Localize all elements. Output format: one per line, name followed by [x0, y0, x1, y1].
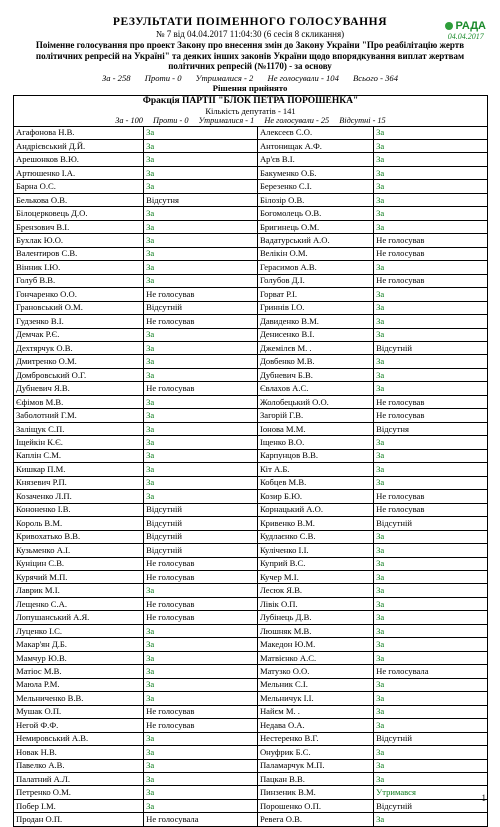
- deputy-vote: За: [144, 355, 258, 368]
- deputy-vote: За: [144, 220, 258, 233]
- deputy-vote: За: [144, 732, 258, 745]
- deputy-name: Каплін С.М.: [14, 449, 144, 462]
- deputy-name: Ревега О.В.: [257, 813, 373, 826]
- deputy-name: Паламарчук М.П.: [257, 759, 373, 772]
- deputy-vote: За: [374, 220, 488, 233]
- table-row: [14, 395, 488, 408]
- deputy-vote: За: [374, 678, 488, 691]
- deputy-vote: За: [374, 759, 488, 772]
- deputy-vote: Відсутній: [144, 544, 258, 557]
- deputy-name: Козир Б.Ю.: [257, 490, 373, 503]
- table-row: [14, 638, 488, 651]
- table-row: [14, 786, 488, 799]
- table-row: [14, 463, 488, 476]
- deputy-name: Денисенко В.І.: [257, 328, 373, 341]
- deputy-name: Макар'ян Д.Б.: [14, 638, 144, 651]
- deputy-name: Домбровський О.Г.: [14, 368, 144, 381]
- deputy-name: Демчак Р.Є.: [14, 328, 144, 341]
- deputy-vote: Відсутній: [144, 503, 258, 516]
- table-row: [14, 422, 488, 435]
- deputy-name: Матіос М.В.: [14, 665, 144, 678]
- table-row: [14, 773, 488, 786]
- deputy-vote: За: [144, 799, 258, 812]
- deputy-vote: За: [374, 126, 488, 139]
- deputy-vote: За: [374, 544, 488, 557]
- deputy-name: Лопушанський А.Я.: [14, 611, 144, 624]
- deputy-vote: За: [374, 719, 488, 732]
- deputy-name: Барна О.С.: [14, 180, 144, 193]
- deputy-name: Гудзенко В.І.: [14, 315, 144, 328]
- deputy-name: Артюшенко І.А.: [14, 166, 144, 179]
- logo-date: 04.04.2017: [447, 32, 484, 41]
- deputy-vote: За: [374, 624, 488, 637]
- table-row: [14, 166, 488, 179]
- table-row: [14, 207, 488, 220]
- faction-for: За - 100: [115, 115, 143, 125]
- deputy-name: Павелко А.В.: [14, 759, 144, 772]
- deputy-vote: За: [374, 476, 488, 489]
- deputy-name: Луценко І.С.: [14, 624, 144, 637]
- deputy-name: Недава О.А.: [257, 719, 373, 732]
- table-row: [14, 746, 488, 759]
- deputy-name: Кудлаєнко С.В.: [257, 530, 373, 543]
- deputy-vote: За: [374, 153, 488, 166]
- deputy-name: Кривохатько В.В.: [14, 530, 144, 543]
- deputy-name: Порошенко О.П.: [257, 799, 373, 812]
- deputy-name: Онуфрик Б.С.: [257, 746, 373, 759]
- table-row: [14, 355, 488, 368]
- deputy-name: Дехтярчук О.В.: [14, 342, 144, 355]
- deputy-name: Давиденко В.М.: [257, 315, 373, 328]
- deputy-name: Вінник І.Ю.: [14, 261, 144, 274]
- deputy-vote: За: [144, 261, 258, 274]
- deputy-name: Алексеєв С.О.: [257, 126, 373, 139]
- deputy-vote: Не голосував: [144, 705, 258, 718]
- deputy-name: Петренко О.М.: [14, 786, 144, 799]
- vote-description: Поіменне голосування про проект Закону про внесення змін до Закону України "Про реабілітацію жертв політичних репресій на Україні" та деяких інших законів України щодо впорядкування виплат жертвам політичних репресій (№1170) - за основу: [35, 40, 465, 71]
- deputy-name: Продан О.П.: [14, 813, 144, 826]
- deputy-name: Бухлак Ю.О.: [14, 234, 144, 247]
- deputy-vote: За: [144, 786, 258, 799]
- deputy-vote: За: [144, 409, 258, 422]
- deputy-vote: За: [374, 139, 488, 152]
- deputy-name: Дубневич Я.В.: [14, 382, 144, 395]
- deputy-name: Заліщук С.П.: [14, 422, 144, 435]
- rada-logo-mark: [445, 20, 486, 32]
- deputy-vote: За: [374, 692, 488, 705]
- deputy-vote: За: [144, 746, 258, 759]
- table-row: [14, 261, 488, 274]
- table-row: [14, 342, 488, 355]
- deputy-name: Нестеренко В.Г.: [257, 732, 373, 745]
- deputy-name: Брензович В.І.: [14, 220, 144, 233]
- deputy-vote: Не голосував: [144, 611, 258, 624]
- table-row: [14, 624, 488, 637]
- table-row: [14, 274, 488, 287]
- table-row: [14, 193, 488, 206]
- deputy-name: Кононенко І.В.: [14, 503, 144, 516]
- deputy-name: Курячий М.П.: [14, 570, 144, 583]
- deputy-vote: Не голосував: [144, 570, 258, 583]
- deputy-vote: За: [144, 247, 258, 260]
- deputy-vote: За: [144, 166, 258, 179]
- deputy-vote: За: [144, 759, 258, 772]
- deputy-name: Новак Н.В.: [14, 746, 144, 759]
- rada-logo: [445, 20, 486, 41]
- deputy-vote: За: [144, 436, 258, 449]
- deputy-vote: За: [144, 139, 258, 152]
- table-row: [14, 813, 488, 826]
- deputy-name: Бригинець О.М.: [257, 220, 373, 233]
- deputy-name: Дубневич Б.В.: [257, 368, 373, 381]
- table-row: [14, 611, 488, 624]
- deputy-vote: За: [374, 288, 488, 301]
- faction-not-voted: Не голосували - 25: [264, 115, 330, 125]
- deputy-vote: За: [144, 476, 258, 489]
- deputy-vote: За: [374, 436, 488, 449]
- deputy-vote: За: [374, 530, 488, 543]
- deputy-name: Македон Ю.М.: [257, 638, 373, 651]
- deputy-vote: Відсутній: [374, 342, 488, 355]
- deputy-name: Лівік О.П.: [257, 597, 373, 610]
- deputy-vote: За: [144, 773, 258, 786]
- deputy-vote: За: [144, 638, 258, 651]
- deputy-name: Білоцерковець Д.О.: [14, 207, 144, 220]
- faction-count: Кількість депутатів - 141: [205, 105, 296, 116]
- deputy-name: Іщейкін К.Є.: [14, 436, 144, 449]
- deputy-vote: Відсутній: [144, 301, 258, 314]
- table-row: [14, 368, 488, 381]
- table-row: [14, 651, 488, 664]
- faction-against: Проти - 0: [153, 115, 189, 125]
- table-row: [14, 153, 488, 166]
- deputy-name: Богомолець О.В.: [257, 207, 373, 220]
- deputy-name: Голуб В.В.: [14, 274, 144, 287]
- deputy-vote: За: [144, 692, 258, 705]
- table-row: [14, 220, 488, 233]
- faction-stats: [14, 116, 487, 126]
- deputy-vote: За: [374, 463, 488, 476]
- deputy-vote: За: [374, 382, 488, 395]
- table-row: [14, 126, 488, 139]
- page-number: 1: [481, 793, 486, 803]
- deputy-vote: За: [144, 584, 258, 597]
- deputy-vote: За: [144, 207, 258, 220]
- table-row: [14, 692, 488, 705]
- deputy-vote: За: [144, 665, 258, 678]
- deputy-vote: За: [144, 463, 258, 476]
- deputy-vote: Відсутня: [374, 422, 488, 435]
- table-row: [14, 449, 488, 462]
- deputy-name: Ар'єв В.І.: [257, 153, 373, 166]
- deputy-name: Арешонков В.Ю.: [14, 153, 144, 166]
- faction-absent: Відсутні - 15: [339, 115, 386, 125]
- deputy-name: Джемілєв М. .: [257, 342, 373, 355]
- deputy-name: Лаврик М.І.: [14, 584, 144, 597]
- deputy-vote: Не голосував: [144, 597, 258, 610]
- table-row: [14, 180, 488, 193]
- vote-totals: [0, 73, 500, 83]
- deputy-name: Лещенко С.А.: [14, 597, 144, 610]
- table-row: [14, 503, 488, 516]
- table-row: [14, 517, 488, 530]
- deputy-name: Грановський О.М.: [14, 301, 144, 314]
- deputy-name: Белькова О.В.: [14, 193, 144, 206]
- deputy-vote: За: [374, 449, 488, 462]
- deputy-name: Побер І.М.: [14, 799, 144, 812]
- deputy-vote: За: [144, 342, 258, 355]
- deputy-vote: За: [374, 611, 488, 624]
- table-row: [14, 530, 488, 543]
- leaf-icon: [445, 22, 453, 30]
- deputy-vote: За: [374, 557, 488, 570]
- total-abstained: Утрималися - 2: [195, 72, 254, 83]
- deputy-name: Куніцин С.В.: [14, 557, 144, 570]
- deputy-vote: Відсутній: [374, 799, 488, 812]
- deputy-vote: Не голосував: [144, 382, 258, 395]
- deputy-vote: За: [144, 126, 258, 139]
- deputy-name: Березенко С.І.: [257, 180, 373, 193]
- table-row: [14, 315, 488, 328]
- deputy-name: Велікін О.М.: [257, 247, 373, 260]
- session-line: № 7 від 04.04.2017 11:04:30 (6 сесія 8 скликання): [155, 29, 345, 39]
- deputy-vote: За: [374, 207, 488, 220]
- deputy-name: Куприй В.С.: [257, 557, 373, 570]
- deputy-name: Мельничук І.І.: [257, 692, 373, 705]
- deputy-name: Євлахов А.С.: [257, 382, 373, 395]
- deputy-vote: За: [144, 678, 258, 691]
- deputy-name: Іщенко В.О.: [257, 436, 373, 449]
- deputy-name: Лубінець Д.В.: [257, 611, 373, 624]
- deputy-name: Бакуменко О.Б.: [257, 166, 373, 179]
- faction-abstained: Утрималися - 1: [198, 115, 255, 125]
- deputy-name: Валентиров С.В.: [14, 247, 144, 260]
- deputy-name: Кобцев М.В.: [257, 476, 373, 489]
- deputy-vote: За: [374, 746, 488, 759]
- deputy-vote: За: [374, 570, 488, 583]
- deputy-vote: За: [374, 355, 488, 368]
- deputy-vote: Відсутня: [144, 193, 258, 206]
- table-row: [14, 584, 488, 597]
- table-row: [14, 799, 488, 812]
- deputy-name: Корнацький А.О.: [257, 503, 373, 516]
- deputy-vote: За: [374, 193, 488, 206]
- table-row: [14, 490, 488, 503]
- deputy-name: Гриннів І.О.: [257, 301, 373, 314]
- deputy-name: Матвієнко А.С.: [257, 651, 373, 664]
- deputy-vote: За: [144, 328, 258, 341]
- deputy-vote: Відсутній: [374, 517, 488, 530]
- deputy-vote: За: [374, 651, 488, 664]
- table-row: [14, 301, 488, 314]
- deputy-name: Мельниченко В.В.: [14, 692, 144, 705]
- deputy-name: Вадатурський А.О.: [257, 234, 373, 247]
- deputy-vote: За: [374, 261, 488, 274]
- table-row: [14, 705, 488, 718]
- deputy-vote: Не голосував: [374, 234, 488, 247]
- table-row: [14, 476, 488, 489]
- table-row: [14, 570, 488, 583]
- deputy-name: Люшняк М.В.: [257, 624, 373, 637]
- table-row: [14, 382, 488, 395]
- deputy-name: Негой Ф.Ф.: [14, 719, 144, 732]
- table-row: [14, 719, 488, 732]
- deputy-name: Пацкан В.В.: [257, 773, 373, 786]
- deputy-name: Мушак О.П.: [14, 705, 144, 718]
- deputy-name: Куліченко І.І.: [257, 544, 373, 557]
- deputy-vote: За: [374, 301, 488, 314]
- deputy-name: Горват Р.І.: [257, 288, 373, 301]
- deputy-name: Жолобецький О.О.: [257, 395, 373, 408]
- votes-table: [13, 126, 488, 827]
- table-row: [14, 557, 488, 570]
- deputy-vote: За: [374, 166, 488, 179]
- deputy-vote: Не голосувала: [144, 813, 258, 826]
- deputy-vote: За: [144, 234, 258, 247]
- deputy-name: Герасимов А.В.: [257, 261, 373, 274]
- deputy-vote: За: [144, 490, 258, 503]
- deputy-vote: Не голосував: [374, 490, 488, 503]
- deputy-name: Кишкар П.М.: [14, 463, 144, 476]
- deputy-vote: Відсутній: [144, 530, 258, 543]
- deputy-vote: За: [374, 813, 488, 826]
- deputy-name: Карпунцов В.В.: [257, 449, 373, 462]
- faction-name: Фракція ПАРТІЇ "БЛОК ПЕТРА ПОРОШЕНКА": [142, 95, 359, 106]
- rada-logo-text: РАДА: [455, 20, 486, 32]
- deputy-vote: За: [374, 597, 488, 610]
- table-row: [14, 247, 488, 260]
- total-all: Всього - 364: [353, 72, 399, 83]
- deputy-name: Немировський А.В.: [14, 732, 144, 745]
- page-title: РЕЗУЛЬТАТИ ПОІМЕННОГО ГОЛОСУВАННЯ: [112, 16, 388, 28]
- deputy-name: Кіт А.Б.: [257, 463, 373, 476]
- deputy-vote: Не голосував: [144, 288, 258, 301]
- deputy-vote: Утримався: [374, 786, 488, 799]
- deputy-vote: За: [144, 395, 258, 408]
- deputy-vote: За: [144, 368, 258, 381]
- deputy-name: Антонищак А.Ф.: [257, 139, 373, 152]
- deputy-vote: За: [144, 651, 258, 664]
- deputy-vote: Не голосував: [374, 409, 488, 422]
- deputy-vote: Не голосувала: [374, 665, 488, 678]
- deputy-name: Найєм М. .: [257, 705, 373, 718]
- deputy-name: Палатний А.Л.: [14, 773, 144, 786]
- table-row: [14, 234, 488, 247]
- deputy-vote: Не голосував: [374, 247, 488, 260]
- deputy-name: Довбенко М.В.: [257, 355, 373, 368]
- deputy-name: Білозір О.В.: [257, 193, 373, 206]
- deputy-name: Мельник С.І.: [257, 678, 373, 691]
- deputy-name: Загорій Г.В.: [257, 409, 373, 422]
- deputy-vote: За: [374, 705, 488, 718]
- deputy-vote: За: [374, 180, 488, 193]
- deputy-name: Кузьменко А.І.: [14, 544, 144, 557]
- deputy-name: Голубов Д.І.: [257, 274, 373, 287]
- deputy-vote: Не голосував: [374, 503, 488, 516]
- table-row: [14, 544, 488, 557]
- deputy-vote: За: [374, 368, 488, 381]
- deputy-name: Пинзеник В.М.: [257, 786, 373, 799]
- deputy-name: Гончаренко О.О.: [14, 288, 144, 301]
- table-row: [14, 409, 488, 422]
- table-row: [14, 665, 488, 678]
- decision: Рішення прийнято: [212, 82, 288, 93]
- deputy-vote: За: [144, 449, 258, 462]
- deputy-vote: За: [374, 315, 488, 328]
- deputy-name: Король В.М.: [14, 517, 144, 530]
- deputy-name: Дмитренко О.М.: [14, 355, 144, 368]
- total-for: За - 258: [101, 72, 131, 83]
- table-row: [14, 732, 488, 745]
- deputy-vote: Відсутній: [374, 732, 488, 745]
- deputy-name: Князевич Р.П.: [14, 476, 144, 489]
- deputy-name: Матузко О.О.: [257, 665, 373, 678]
- deputy-vote: За: [374, 584, 488, 597]
- deputy-name: Андрієвський Д.Й.: [14, 139, 144, 152]
- faction-header: [13, 95, 488, 126]
- table-row: [14, 139, 488, 152]
- table-row: [14, 288, 488, 301]
- deputy-vote: Не голосував: [374, 395, 488, 408]
- deputy-vote: За: [144, 153, 258, 166]
- table-row: [14, 678, 488, 691]
- table-row: [14, 597, 488, 610]
- table-row: [14, 328, 488, 341]
- deputy-vote: Не голосував: [144, 719, 258, 732]
- deputy-vote: За: [144, 624, 258, 637]
- deputy-name: Іонова М.М.: [257, 422, 373, 435]
- deputy-name: Мамчур Ю.В.: [14, 651, 144, 664]
- deputy-vote: Не голосував: [144, 315, 258, 328]
- total-not-voted: Не голосували - 104: [267, 72, 339, 83]
- deputy-name: Кривенко В.М.: [257, 517, 373, 530]
- deputy-name: Маюла Р.М.: [14, 678, 144, 691]
- deputy-vote: За: [144, 274, 258, 287]
- deputy-vote: За: [144, 422, 258, 435]
- table-row: [14, 759, 488, 772]
- deputy-name: Лесюк Я.В.: [257, 584, 373, 597]
- deputy-vote: За: [144, 180, 258, 193]
- deputy-vote: Не голосував: [144, 557, 258, 570]
- deputy-name: Заболотний Г.М.: [14, 409, 144, 422]
- deputy-vote: За: [374, 328, 488, 341]
- table-row: [14, 436, 488, 449]
- total-against: Проти - 0: [144, 72, 182, 83]
- deputy-name: Єфімов М.В.: [14, 395, 144, 408]
- deputy-name: Козаченко Л.П.: [14, 490, 144, 503]
- deputy-vote: За: [374, 773, 488, 786]
- deputy-vote: За: [374, 638, 488, 651]
- deputy-name: Кучер М.І.: [257, 570, 373, 583]
- deputy-vote: Відсутній: [144, 517, 258, 530]
- deputy-name: Агафонова Н.В.: [14, 126, 144, 139]
- deputy-vote: Не голосував: [374, 274, 488, 287]
